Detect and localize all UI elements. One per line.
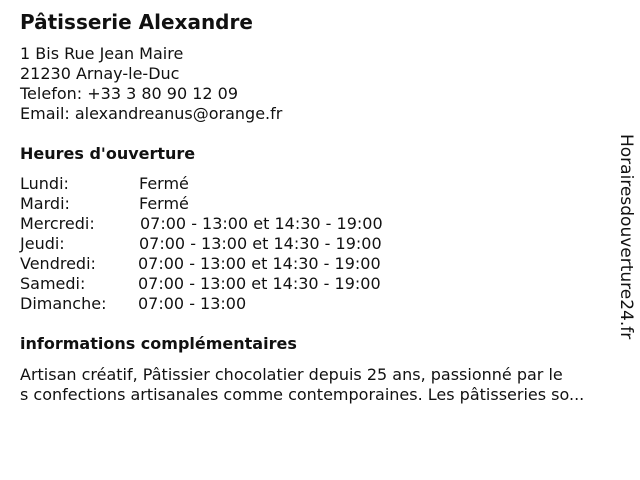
address-city: 21230 Arnay-le-Duc bbox=[20, 64, 180, 83]
hours-row bbox=[20, 174, 189, 194]
hours-row bbox=[20, 274, 381, 294]
hours-time: 07:00 - 13:00 bbox=[138, 294, 247, 313]
hours-time: 07:00 - 13:00 et 14:30 - 19:00 bbox=[140, 214, 383, 233]
phone-number: Telefon: +33 3 80 90 12 09 bbox=[20, 84, 239, 103]
business-name: Pâtisserie Alexandre bbox=[20, 10, 253, 34]
hours-day: Samedi: bbox=[20, 274, 86, 293]
hours-time: 07:00 - 13:00 et 14:30 - 19:00 bbox=[138, 274, 381, 293]
description-line: s confections artisanales comme contemporaines. Les pâtisseries so... bbox=[20, 385, 585, 404]
hours-time: 07:00 - 13:00 et 14:30 - 19:00 bbox=[139, 234, 382, 253]
address-street: 1 Bis Rue Jean Maire bbox=[20, 44, 184, 63]
hours-time: Fermé bbox=[139, 194, 189, 213]
hours-day: Mardi: bbox=[20, 194, 70, 213]
site-watermark: Horairesdouverture24.fr bbox=[616, 134, 636, 340]
opening-hours-heading: Heures d'ouverture bbox=[20, 144, 196, 163]
hours-time: 07:00 - 13:00 et 14:30 - 19:00 bbox=[138, 254, 381, 273]
hours-row bbox=[20, 234, 382, 254]
hours-time: Fermé bbox=[139, 174, 189, 193]
description-line: Artisan créatif, Pâtissier chocolatier depuis 25 ans, passionné par le bbox=[20, 365, 563, 384]
hours-day: Lundi: bbox=[20, 174, 69, 193]
hours-day: Jeudi: bbox=[20, 234, 65, 253]
hours-row bbox=[20, 214, 383, 234]
hours-row bbox=[20, 194, 189, 214]
hours-day: Mercredi: bbox=[20, 214, 95, 233]
hours-row bbox=[20, 294, 246, 314]
email-address: Email: alexandreanus@orange.fr bbox=[20, 104, 283, 123]
hours-day: Dimanche: bbox=[20, 294, 107, 313]
hours-day: Vendredi: bbox=[20, 254, 96, 273]
hours-row bbox=[20, 254, 381, 274]
additional-info-heading: informations complémentaires bbox=[20, 334, 297, 353]
